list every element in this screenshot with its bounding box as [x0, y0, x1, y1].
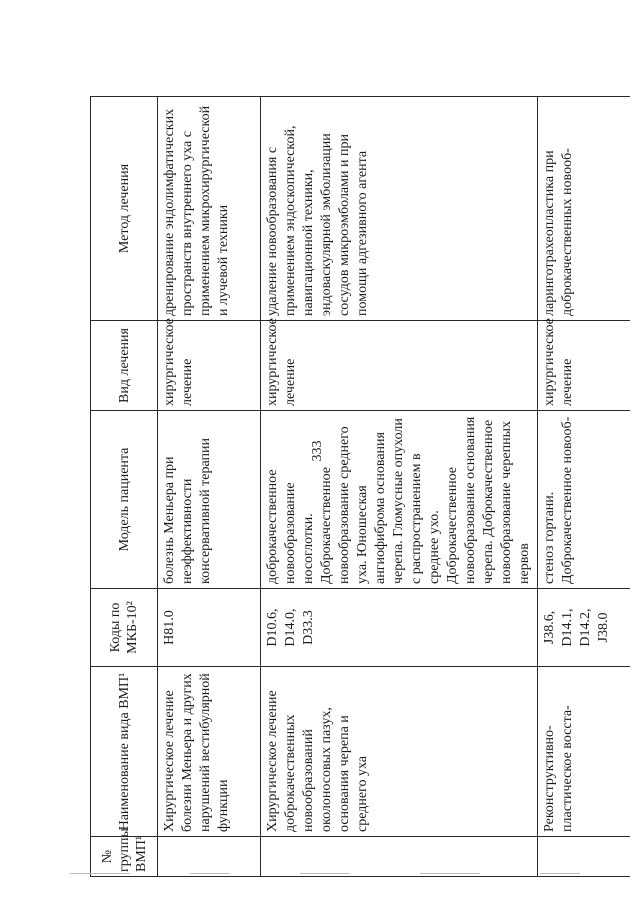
header-treatment-type: Вид лечения	[91, 321, 158, 411]
cell-patient-model: доброкачественное новообразование носоглотки. Доброкачественное новообразование среднего уха. Юношеская ангиофиброма основания черепа. Гломусные опухоли с распространением в среднее ухо. Доброкачественное новообразование основания черепа. Доброкачественное новообразование черепных нервов	[261, 411, 538, 589]
scan-edge-mark	[300, 873, 350, 874]
page-number: 333	[310, 440, 325, 462]
header-group-number: № группы ВМП¹	[91, 837, 158, 877]
cell-treatment-method: удаление новообразования с применением эндоскопической, навигационной техники, эндоваскулярной эмболизации сосудов микроэмболами и при помощи адгезивного агента	[261, 97, 538, 321]
scan-edge-mark	[190, 873, 230, 874]
cell-treatment-method: дренирование эндолимфатических пространств внутреннего уха с применением микрохирургической и лучевой техники	[158, 97, 261, 321]
cell-icd-codes: J38.6, D14.1, D14.2, J38.0	[538, 589, 631, 667]
cell-icd-codes: H81.0	[158, 589, 261, 667]
header-icd-codes: Коды по МКБ-10²	[91, 589, 158, 667]
cell-patient-model: стеноз гортани. Доброкачественное новооб-	[538, 411, 631, 589]
cell-treatment-type: хирургическое лечение	[158, 321, 261, 411]
cell-treatment-type: хирургическое лечение	[538, 321, 631, 411]
table-row	[538, 97, 631, 877]
table-row	[261, 97, 538, 877]
vmp-table-wrapper	[90, 97, 611, 877]
header-patient-model: Модель пациента	[91, 411, 158, 589]
header-treatment-method: Метод лечения	[91, 97, 158, 321]
cell-vmp-name: Хирургическое лечение болезни Меньера и других нарушений вестибулярной функции	[158, 667, 261, 837]
table-row	[158, 97, 261, 877]
cell-treatment-method: ларинготрахеопластика при доброкачественных новооб-	[538, 97, 631, 321]
cell-vmp-name: Хирургическое лечение доброкачественных новообразований околоносовых пазух, основания черепа и среднего уха	[261, 667, 538, 837]
cell-group-number	[158, 837, 261, 877]
cell-group-number	[261, 837, 538, 877]
scan-edge-mark	[420, 873, 480, 874]
scan-edge-mark	[540, 873, 580, 874]
cell-icd-codes: D10.6, D14.0, D33.3	[261, 589, 538, 667]
cell-vmp-name: Реконструктивно-пластическое восста-	[538, 667, 631, 837]
cell-treatment-type: хирургическое лечение	[261, 321, 538, 411]
cell-group-number	[538, 837, 631, 877]
header-vmp-name: Наименование вида ВМП¹	[91, 667, 158, 837]
scan-edge-mark	[70, 873, 130, 874]
cell-patient-model: болезнь Меньера при неэффективности консервативной терапии	[158, 411, 261, 589]
vmp-table	[90, 96, 630, 877]
table-header-row	[91, 97, 158, 877]
